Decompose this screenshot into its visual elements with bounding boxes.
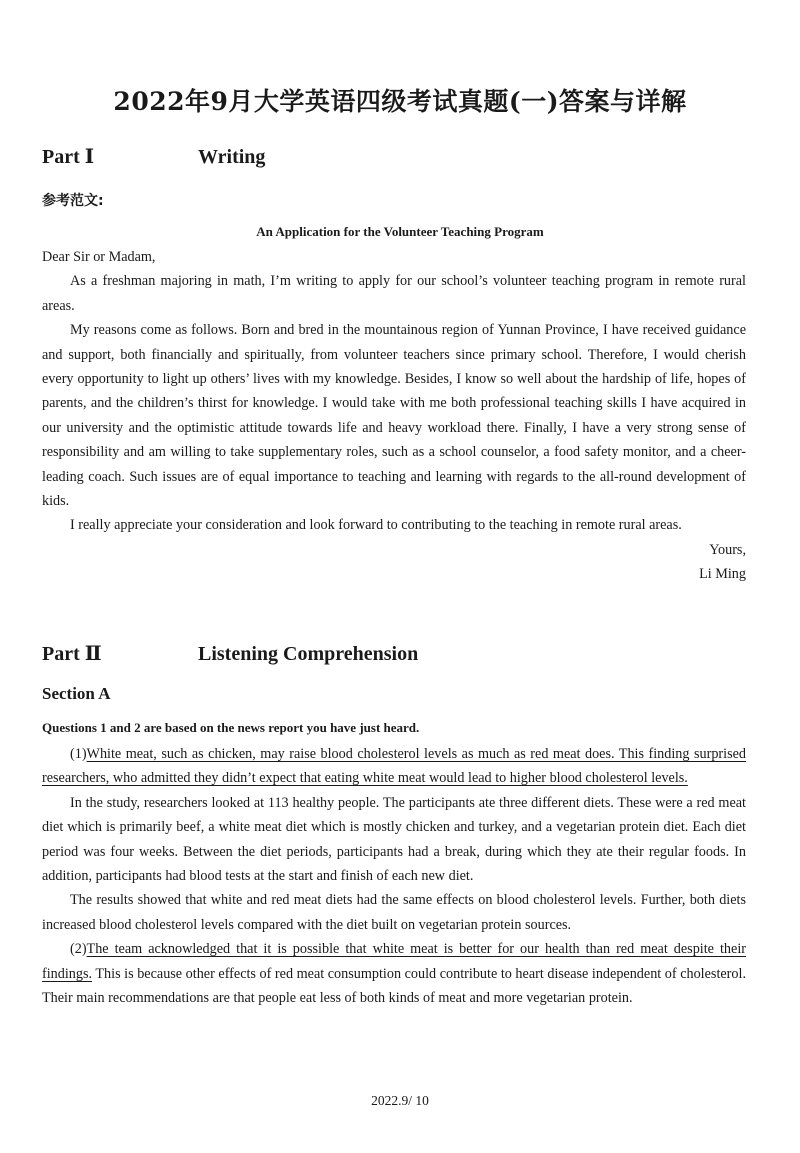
news-paragraph-2: In the study, researchers looked at 113 healthy people. The participants ate three different diets. These were a red meat diet which is primarily beef, a white meat diet which is mostly chicken and turkey, and a vegetarian protein diet. Each diet period was four weeks. Between the diet periods, participants had a break, during which they ate their regular foods. In addition, participants had blood tests at the start and finish of each new diet. xyxy=(42,794,746,885)
page-title: 2022年9月大学英语四级考试真题(一)答案与详解 xyxy=(113,87,687,116)
q1-marker: (1) xyxy=(70,746,87,762)
q2-answer-text: The team acknowledged that it is possible that white meat is better for our health than red meat despite their findings. xyxy=(42,941,746,982)
part-1-name: Writing xyxy=(198,146,266,168)
sample-essay-label: 参考范文: xyxy=(42,193,104,209)
essay-salutation: Dear Sir or Madam, xyxy=(42,249,156,265)
part-2-heading xyxy=(42,641,418,666)
essay-paragraph-1: As a freshman majoring in math, I’m writing to apply for our school’s volunteer teaching program in remote rural areas. xyxy=(42,273,746,314)
part-2-number: Part Ⅱ xyxy=(42,643,102,665)
part-1-number: Part Ⅰ xyxy=(42,146,95,168)
part-1-heading xyxy=(42,144,265,169)
essay-paragraph-2: My reasons come as follows. Born and bred in the mountainous region of Yunnan Province, I have received guidance and support, both financially and spiritually, from volunteer teachers since primary school. Therefore, I would cherish every opportunity to light up others’ lives with my knowledge. Besides, I know so well about the hardship of life, hopes of parents, and the children’s thirst for knowledge. I would take with me both professional teaching skills I have acquired in our university and the optimistic attitude towards life and heavy workload there. Finally, I have a very strong sense of responsibility and am willing to take supplementary roles, such as a school counselor, a food safety monitor, and a cheer-leading coach. Such issues are of equal importance to teaching and learning with regards to the all-round development of kids. xyxy=(42,322,746,510)
essay-body xyxy=(42,245,746,587)
news-report xyxy=(42,742,746,1010)
section-a-heading: Section A xyxy=(42,684,111,703)
page-footer: 2022.9/ 10 xyxy=(371,1093,429,1108)
questions-heading: Questions 1 and 2 are based on the news report you have just heard. xyxy=(42,720,420,735)
q1-answer-text: White meat, such as chicken, may raise blood cholesterol levels as much as red meat does. This finding surprised researchers, who admitted they didn’t expect that eating white meat would lead to higher blood cholesterol levels. xyxy=(42,746,746,787)
essay-closing: Yours, xyxy=(709,541,746,558)
news-paragraph-4 xyxy=(42,937,746,1010)
q2-rest-text: This is because other effects of red meat consumption could contribute to heart disease independent of cholesterol. Their main recommendations are that people eat less of both kinds of meat and more vegetarian protein. xyxy=(42,965,746,1007)
part-2-name: Listening Comprehension xyxy=(198,643,419,665)
q2-marker: (2) xyxy=(70,941,87,958)
news-paragraph-1 xyxy=(42,742,746,791)
essay-title: An Application for the Volunteer Teaching Program xyxy=(256,224,544,239)
essay-signature: Li Ming xyxy=(699,566,746,583)
news-paragraph-3: The results showed that white and red meat diets had the same effects on blood cholesterol levels. Further, both diets increased blood cholesterol levels compared with the diet built on vegetarian protein sources. xyxy=(42,892,746,933)
essay-paragraph-3: I really appreciate your consideration and look forward to contributing to the teaching in remote rural areas. xyxy=(70,517,682,534)
